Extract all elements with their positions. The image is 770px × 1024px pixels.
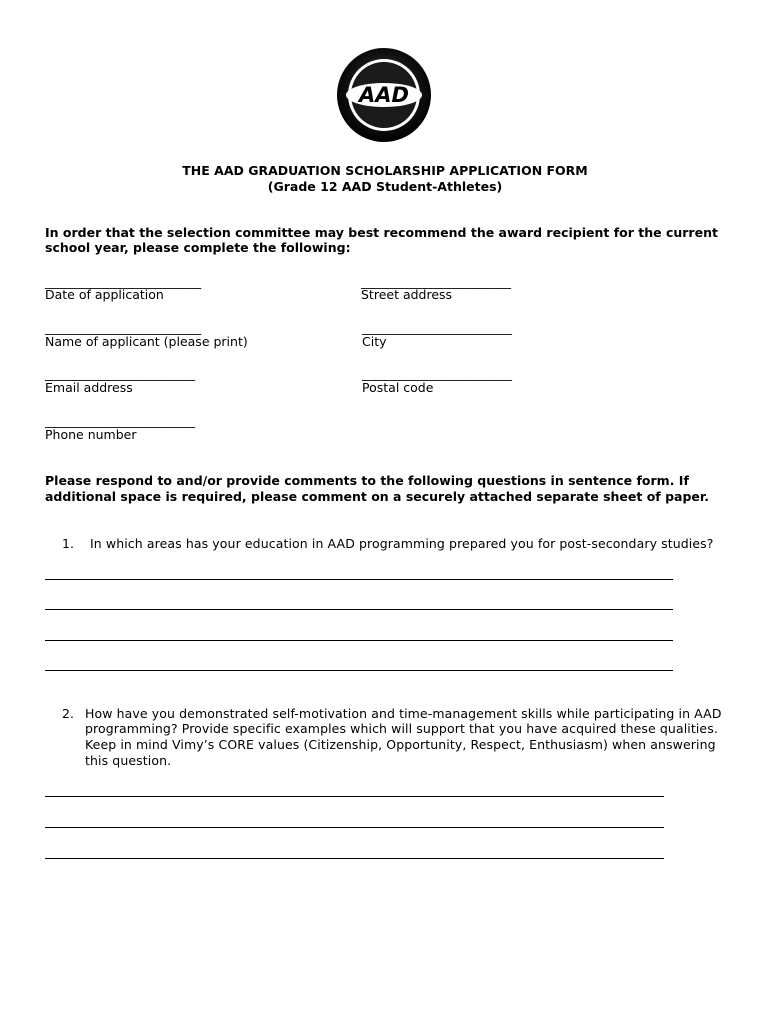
answer-1-line-2[interactable] — [45, 609, 673, 610]
street-label: Street address — [361, 287, 453, 302]
answer-1-line-1[interactable] — [45, 579, 673, 580]
answer-1-line-4[interactable] — [45, 670, 673, 671]
intro-line-1: In order that the selection committee may best recommend the award recipient for the current — [45, 225, 718, 240]
email-label: Email address — [45, 380, 133, 395]
question-2-line-2: programming? Provide specific examples which will support that you have acquired these qualities. — [85, 721, 718, 736]
question-2-number: 2. — [62, 706, 74, 721]
form-title: THE AAD GRADUATION SCHOLARSHIP APPLICATION FORM — [182, 163, 588, 178]
name-label: Name of applicant (please print) — [45, 334, 248, 349]
question-1-text: In which areas has your education in AAD programming prepared you for post-secondary studies? — [90, 536, 714, 551]
instructions-line-1: Please respond to and/or provide comments to the following questions in sentence form. If — [45, 473, 689, 488]
name-blank[interactable]: _________________________ — [45, 320, 202, 335]
question-2-line-4: this question. — [85, 753, 172, 768]
question-1-number: 1. — [62, 536, 74, 551]
city-label: City — [362, 334, 387, 349]
postal-label: Postal code — [362, 380, 434, 395]
phone-label: Phone number — [45, 427, 137, 442]
instructions-line-2: additional space is required, please comment on a securely attached separate sheet of paper. — [45, 489, 710, 504]
answer-2-line-1[interactable] — [45, 796, 664, 797]
date-blank[interactable]: _________________________ — [45, 274, 202, 289]
form-subtitle: (Grade 12 AAD Student-Athletes) — [267, 179, 503, 194]
answer-2-line-2[interactable] — [45, 827, 664, 828]
aad-logo — [336, 47, 432, 143]
answer-1-line-3[interactable] — [45, 640, 673, 641]
question-2-line-1: How have you demonstrated self-motivation and time-management skills while participating in AAD — [85, 706, 722, 721]
intro-line-2: school year, please complete the following: — [45, 240, 351, 255]
answer-2-line-3[interactable] — [45, 858, 664, 859]
city-blank[interactable]: ________________________ — [362, 320, 512, 335]
phone-blank[interactable]: ________________________ — [45, 413, 195, 428]
street-blank[interactable]: ________________________ — [361, 274, 511, 289]
date-label: Date of application — [45, 287, 164, 302]
email-blank[interactable]: ________________________ — [45, 366, 195, 381]
logo-text: AAD — [359, 83, 409, 107]
postal-blank[interactable]: ________________________ — [362, 366, 512, 381]
question-2-line-3: Keep in mind Vimy’s CORE values (Citizenship, Opportunity, Respect, Enthusiasm) when answering — [85, 737, 716, 752]
